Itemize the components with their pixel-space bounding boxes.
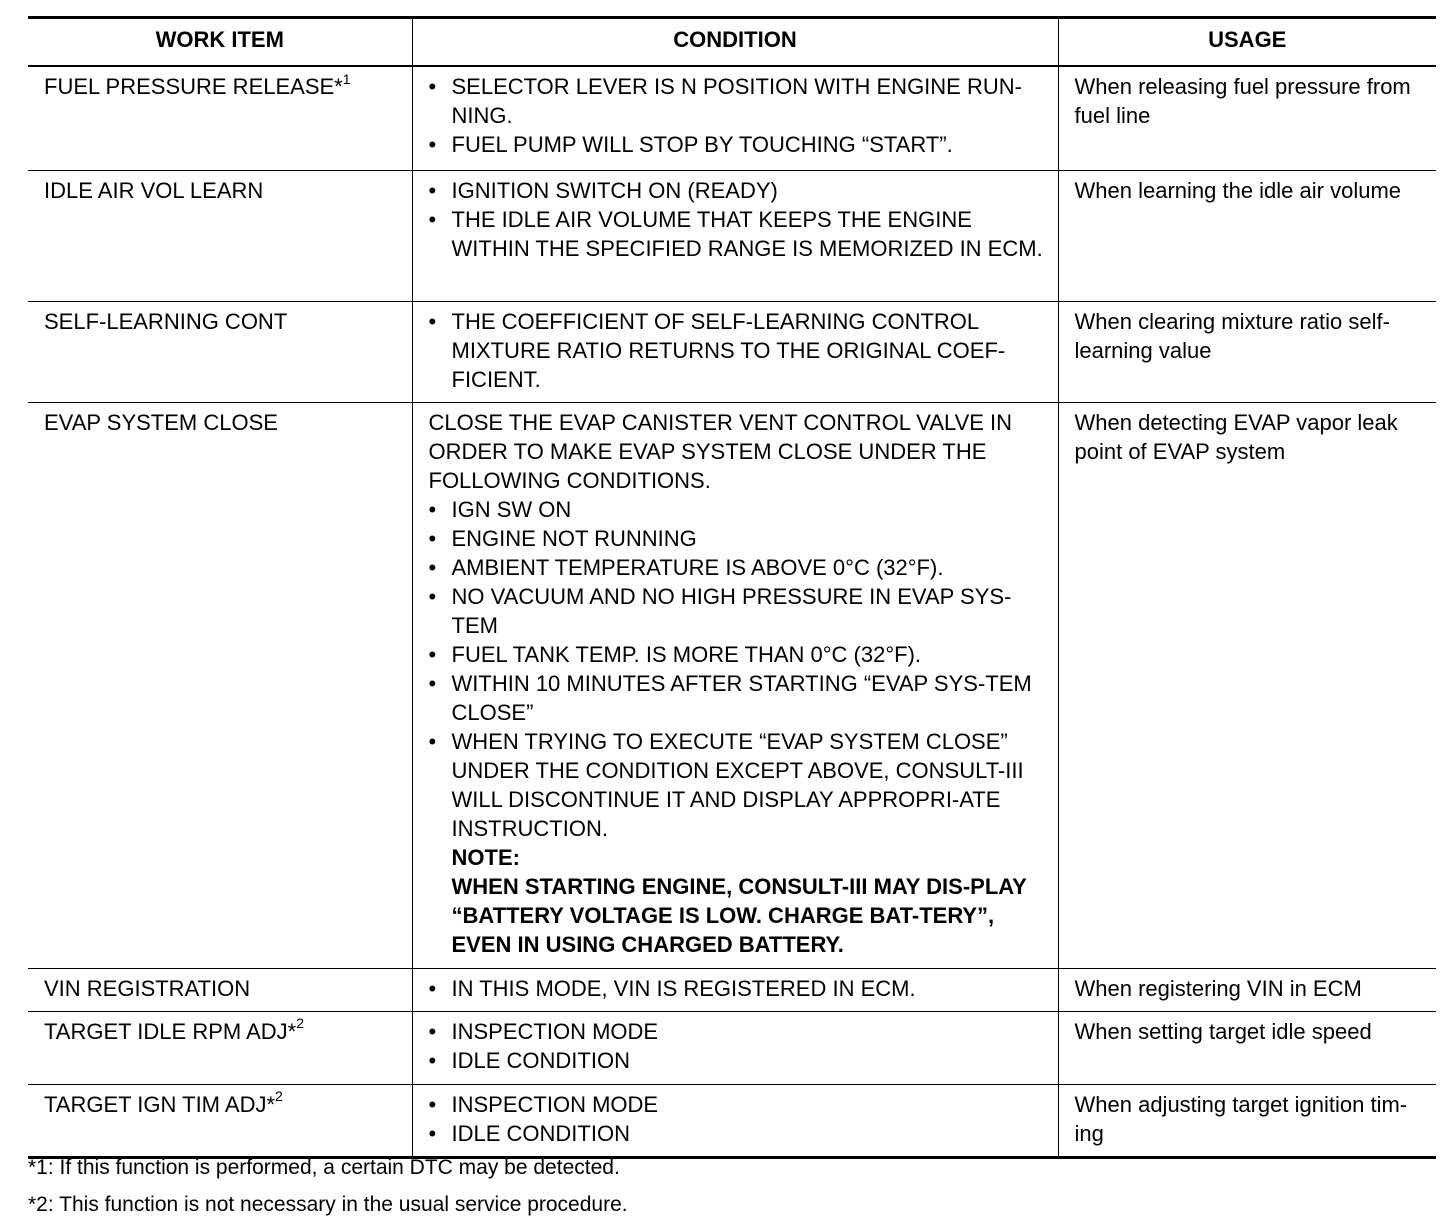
condition-cell — [412, 1011, 1058, 1084]
usage-cell: When learning the idle air volume — [1058, 170, 1436, 301]
condition-intro: CLOSE THE EVAP CANISTER VENT CONTROL VALVE IN ORDER TO MAKE EVAP SYSTEM CLOSE UNDER THE FOLLOWING CONDITIONS. — [428, 409, 1013, 493]
table-row — [28, 1011, 1436, 1084]
usage-cell: When clearing mixture ratio self-learning value — [1058, 301, 1436, 402]
condition-item: • FUEL TANK TEMP. IS MORE THAN 0°C (32°F). — [429, 640, 1048, 669]
work-item-cell — [28, 1011, 412, 1084]
condition-item: • THE COEFFICIENT OF SELF-LEARNING CONTROL MIXTURE RATIO RETURNS TO THE ORIGINAL COEF-FICIENT. — [429, 307, 1048, 394]
header-work-item: WORK ITEM — [28, 18, 412, 67]
work-item-cell — [28, 1084, 412, 1157]
condition-cell — [412, 170, 1058, 301]
work-item-cell — [28, 66, 412, 170]
condition-cell — [412, 402, 1058, 968]
usage-cell: When adjusting target ignition tim-ing — [1058, 1084, 1436, 1157]
table-row — [28, 66, 1436, 170]
condition-item: • ENGINE NOT RUNNING — [429, 524, 1048, 553]
footnote-ref: 1 — [342, 70, 351, 87]
footnote-ref: 2 — [296, 1015, 305, 1032]
condition-list — [429, 307, 1048, 394]
condition-cell — [412, 301, 1058, 402]
condition-item: • THE IDLE AIR VOLUME THAT KEEPS THE ENGINE WITHIN THE SPECIFIED RANGE IS MEMORIZED IN ECM. — [429, 205, 1048, 263]
condition-item: • IGN SW ON — [429, 495, 1048, 524]
work-item-label: TARGET IGN TIM ADJ* — [44, 1091, 276, 1117]
condition-list — [429, 176, 1048, 263]
condition-cell — [412, 1084, 1058, 1157]
table-row — [28, 170, 1436, 301]
condition-cell — [412, 66, 1058, 170]
condition-item: • IGNITION SWITCH ON (READY) — [429, 176, 1048, 205]
work-item-label: SELF-LEARNING CONT — [44, 308, 288, 334]
work-item-cell — [28, 402, 412, 968]
condition-item — [429, 727, 1048, 959]
note-text: WHEN STARTING ENGINE, CONSULT-III MAY DIS-PLAY “BATTERY VOLTAGE IS LOW. CHARGE BAT-TERY”, EVEN IN USING CHARGED BATTERY. — [451, 873, 1027, 957]
work-item-cell — [28, 968, 412, 1011]
work-item-label: EVAP SYSTEM CLOSE — [44, 409, 278, 435]
condition-cell — [412, 968, 1058, 1011]
condition-list — [429, 1017, 1048, 1075]
work-item-label: TARGET IDLE RPM ADJ* — [44, 1018, 297, 1044]
footnote-2: *2: This function is not necessary in the usual service procedure. — [28, 1193, 628, 1216]
condition-item: • AMBIENT TEMPERATURE IS ABOVE 0°C (32°F). — [429, 553, 1048, 582]
header-condition: CONDITION — [412, 18, 1058, 67]
note-label: NOTE: — [451, 844, 520, 870]
table-row — [28, 1084, 1436, 1157]
table-row — [28, 301, 1436, 402]
condition-item: • IDLE CONDITION — [429, 1046, 1048, 1075]
condition-item: • NO VACUUM AND NO HIGH PRESSURE IN EVAP SYS-TEM — [429, 582, 1048, 640]
condition-item: • FUEL PUMP WILL STOP BY TOUCHING “START”. — [429, 130, 1048, 159]
condition-list — [429, 974, 1048, 1003]
condition-item: • SELECTOR LEVER IS N POSITION WITH ENGINE RUN-NING. — [429, 72, 1048, 130]
usage-cell: When setting target idle speed — [1058, 1011, 1436, 1084]
condition-item: • INSPECTION MODE — [429, 1090, 1048, 1119]
footnote-ref: 2 — [275, 1088, 283, 1105]
table-row — [28, 968, 1436, 1011]
work-item-label: IDLE AIR VOL LEARN — [44, 177, 264, 203]
work-support-table — [28, 16, 1436, 1159]
table-header-row — [28, 18, 1436, 67]
condition-item: • IDLE CONDITION — [429, 1119, 1048, 1148]
condition-item: • IN THIS MODE, VIN IS REGISTERED IN ECM. — [429, 974, 1048, 1003]
condition-list — [429, 1090, 1048, 1148]
footnote-1: *1: If this function is performed, a certain DTC may be detected. — [28, 1156, 620, 1179]
usage-cell: When registering VIN in ECM — [1058, 968, 1436, 1011]
header-usage: USAGE — [1058, 18, 1436, 67]
condition-item: • INSPECTION MODE — [429, 1017, 1048, 1046]
condition-item: • WITHIN 10 MINUTES AFTER STARTING “EVAP SYS-TEM CLOSE” — [429, 669, 1048, 727]
condition-text: WHEN TRYING TO EXECUTE “EVAP SYSTEM CLOSE” UNDER THE CONDITION EXCEPT ABOVE, CONSULT-III WILL DISCONTINUE IT AND DISPLAY APPROPRI-ATE INSTRUCTION. — [451, 728, 1024, 841]
condition-list — [429, 72, 1048, 159]
work-item-label: FUEL PRESSURE RELEASE* — [44, 74, 343, 99]
table-row — [28, 402, 1436, 968]
usage-cell: When detecting EVAP vapor leak point of EVAP system — [1058, 402, 1436, 968]
condition-list — [429, 495, 1048, 959]
usage-cell: When releasing fuel pressure from fuel line — [1058, 66, 1436, 170]
work-item-cell — [28, 301, 412, 402]
work-item-label: VIN REGISTRATION — [44, 975, 251, 1001]
work-item-cell — [28, 170, 412, 301]
